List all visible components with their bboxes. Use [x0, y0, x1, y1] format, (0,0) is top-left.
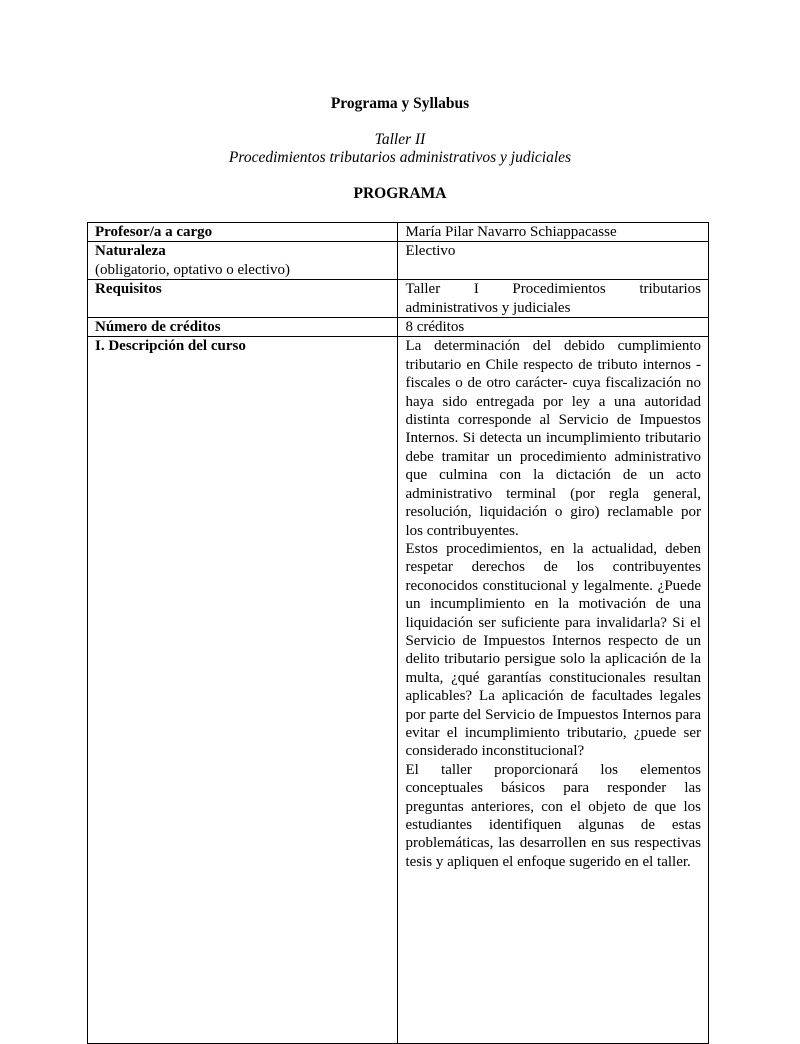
- professor-label: Profesor/a a cargo: [88, 223, 398, 242]
- nature-label-cell: [88, 242, 398, 280]
- nature-label: Naturaleza: [95, 243, 166, 260]
- document-title: Programa y Syllabus: [330, 95, 470, 112]
- table-row: [88, 223, 709, 242]
- description-label: I. Descripción del curso: [88, 337, 398, 1044]
- professor-value: María Pilar Navarro Schiappacasse: [398, 223, 709, 242]
- table-row: [88, 337, 709, 1044]
- description-value: [398, 337, 709, 1044]
- requirements-label: Requisitos: [88, 280, 398, 318]
- requirements-value: Taller I Procedimientos tributarios administrativos y judiciales: [398, 280, 709, 318]
- course-name: Taller II: [374, 131, 426, 148]
- description-paragraph: El taller proporcionará los elementos conceptuales básicos para responder las preguntas anteriores, con el objeto de que los estudiantes identifiquen algunas de estas problemáticas, las desarrollen en sus respectivas tesis y apliquen el enfoque sugerido en el taller.: [405, 761, 701, 870]
- nature-value: Electivo: [398, 242, 709, 280]
- description-paragraph: La determinación del debido cumplimiento tributario en Chile respecto de tributo internos -fiscales o de otro carácter- cuya fiscalización no haya sido entregada por ley a una autoridad distinta corresponde al Servicio de Impuestos Internos. Si detecta un incumplimiento tributario debe tramitar un procedimiento administrativo que culmina con la dictación de un acto administrativo terminal (por regla general, resolución, liquidación o giro) reclamable por los contribuyentes.: [405, 338, 701, 539]
- program-table: [87, 222, 709, 1044]
- nature-sublabel: (obligatorio, optativo o electivo): [95, 261, 290, 278]
- description-paragraph: Estos procedimientos, en la actualidad, deben respetar derechos de los contribuyentes reconocidos constitucional y legalmente. ¿Puede un incumplimiento en la motivación de una liquidación ser suficiente para invalidarla? Si el Servicio de Impuestos Internos respecto de un delito tributario persigue solo la aplicación de la multa, ¿qué garantías constitucionales resultan aplicables? La aplicación de facultades legales por parte del Servicio de Impuestos Internos para evitar el incumplimiento tributario, ¿puede ser considerado inconstitucional?: [405, 540, 701, 760]
- section-heading: PROGRAMA: [353, 185, 447, 202]
- credits-value: 8 créditos: [398, 318, 709, 337]
- table-row: [88, 318, 709, 337]
- course-subtitle: Procedimientos tributarios administrativos y judiciales: [228, 149, 572, 166]
- table-row: [88, 242, 709, 280]
- credits-label: Número de créditos: [88, 318, 398, 337]
- table-row: [88, 280, 709, 318]
